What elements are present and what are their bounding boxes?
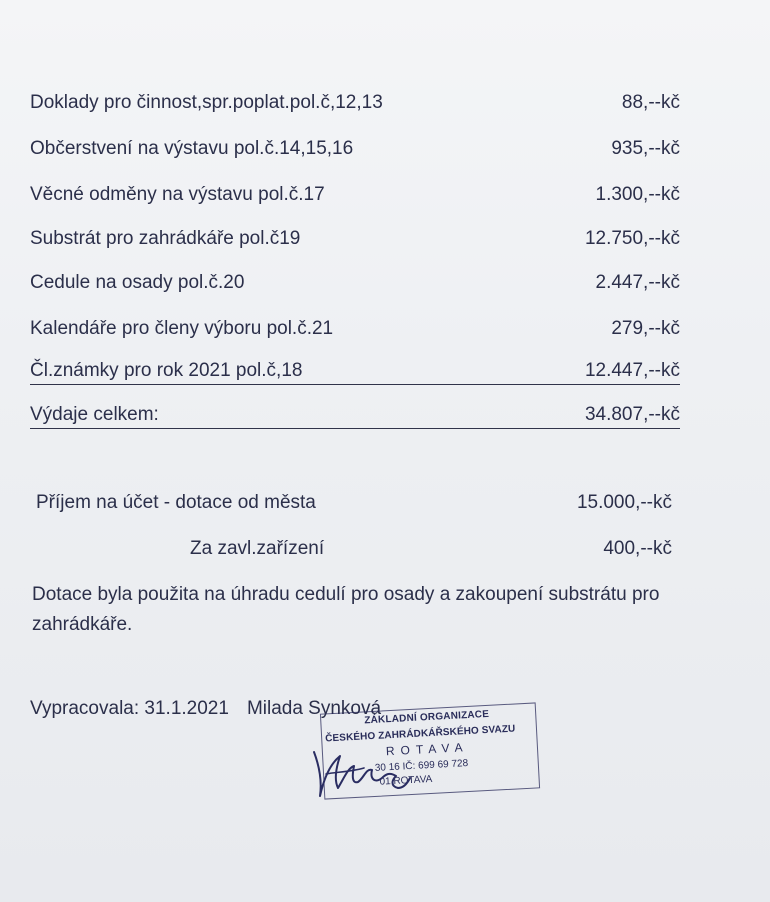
stamp-line: 01 ROTAVA xyxy=(379,773,433,788)
expense-row xyxy=(30,88,680,118)
prepared-date: Vypracovala: 31.1.2021 xyxy=(30,698,229,719)
income-label: Za zavl.zařízení xyxy=(190,538,325,559)
expense-label: Kalendáře pro členy výboru pol.č.21 xyxy=(30,318,334,339)
note-text: Dotace byla použita na úhradu cedulí pro osady a zakoupení substrátu pro zahrádkáře. xyxy=(32,584,660,635)
expense-amount: 935,--kč xyxy=(611,138,680,159)
expense-label: Čl.známky pro rok 2021 pol.č,18 xyxy=(30,360,303,381)
stamp-line: 30 16 IČ: 699 69 728 xyxy=(374,758,469,774)
expense-label: Doklady pro činnost,spr.poplat.pol.č,12,13 xyxy=(30,92,383,113)
expense-amount: 88,--kč xyxy=(621,92,680,113)
expense-row xyxy=(30,224,680,254)
expense-row xyxy=(30,268,680,298)
expense-label: Občerstvení na výstavu pol.č.14,15,16 xyxy=(30,138,354,159)
income-amount: 400,--kč xyxy=(603,538,672,559)
expense-amount: 1.300,--kč xyxy=(595,184,680,205)
author-name: Milada Synková xyxy=(246,698,382,719)
expense-amount: 279,--kč xyxy=(611,318,680,339)
expense-label: Substrát pro zahrádkáře pol.č19 xyxy=(30,228,301,249)
handwritten-signature xyxy=(306,738,416,802)
expense-row xyxy=(30,134,680,164)
expense-label: Věcné odměny na výstavu pol.č.17 xyxy=(30,184,325,205)
income-label: Příjem na účet - dotace od města xyxy=(36,492,316,513)
income-amount: 15.000,--kč xyxy=(576,492,672,513)
expense-row xyxy=(30,314,680,344)
expense-amount: 2.447,--kč xyxy=(595,272,680,293)
expense-row xyxy=(30,180,680,210)
expense-amount: 12.447,--kč xyxy=(584,360,680,381)
income-row xyxy=(36,534,672,564)
stamp-line: ČESKÉHO ZAHRÁDKÁŘSKÉHO SVAZU xyxy=(324,723,516,745)
total-amount: 34.807,--kč xyxy=(584,404,680,425)
total-label: Výdaje celkem: xyxy=(30,404,159,425)
expense-row xyxy=(30,356,680,385)
stamp-line: ZÁKLADNÍ ORGANIZACE xyxy=(364,708,490,727)
income-row xyxy=(36,488,672,518)
total-row xyxy=(30,400,680,429)
stamp-line: ROTAVA xyxy=(385,739,469,759)
expense-label: Cedule na osady pol.č.20 xyxy=(30,272,245,293)
expense-amount: 12.750,--kč xyxy=(584,228,680,249)
